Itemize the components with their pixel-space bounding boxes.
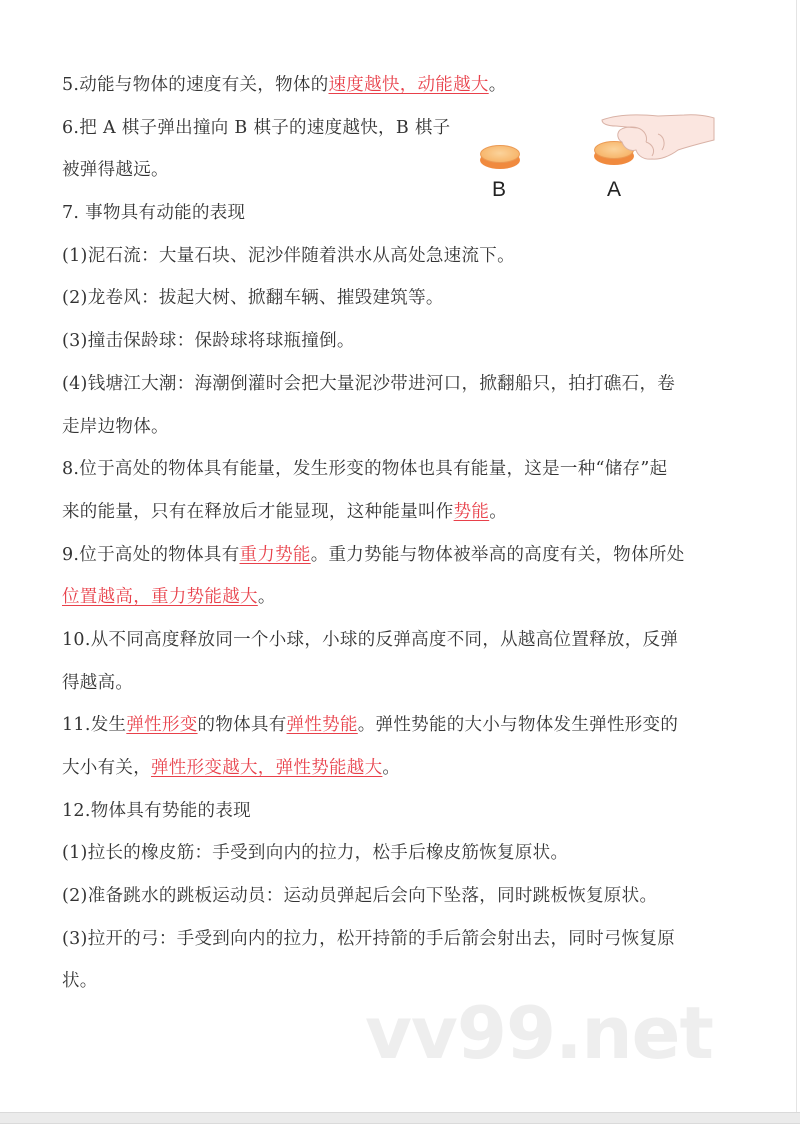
watermark: vv99.net (365, 991, 713, 1075)
text-line (62, 790, 730, 833)
text-segment: 来的能量，只有在释放后才能显现，这种能量叫作 (62, 501, 454, 522)
text-segment: 9.位于高处的物体具有 (62, 544, 240, 565)
text-segment: 。 (382, 758, 401, 778)
text-segment: 10.从不同高度释放同一个小球，小球的反弹高度不同，从越高位置释放，反弹 (62, 629, 679, 650)
text-segment: (4)钱塘江大潮：海潮倒灌时会把大量泥沙带进河口，掀翻船只，拍打礁石，卷 (62, 373, 676, 394)
text-segment: (1)泥石流：大量石块、泥沙伴随着洪水从高处急速流下。 (62, 245, 515, 266)
text-segment: 。 (257, 587, 276, 608)
text-segment: 。 (489, 501, 508, 522)
text-line (62, 320, 730, 363)
text-segment: (3)拉开的弓：手受到向内的拉力，松开持箭的手后箭会射出去，同时弓恢复原 (62, 928, 676, 949)
text-segment: 。 (488, 75, 507, 95)
text-segment: 大小有关， (62, 758, 151, 778)
text-line (62, 747, 730, 790)
text-segment: 5.动能与物体的速度有关，物体的 (62, 75, 329, 95)
text-segment: 被弹得越远。 (62, 160, 169, 181)
text-line (62, 619, 730, 662)
text-segment: 走岸边物体。 (62, 416, 169, 437)
text-segment: 得越高。 (62, 672, 134, 693)
text-line (62, 448, 730, 491)
text-line (62, 363, 730, 406)
highlighted-key-phrase: 位置越高，重力势能越大 (62, 587, 258, 608)
text-line (62, 491, 730, 534)
text-line (62, 235, 730, 278)
page-separator (0, 1112, 800, 1124)
highlighted-key-phrase: 重力势能 (239, 544, 311, 565)
text-line (62, 918, 730, 961)
text-segment: 11.发生 (62, 715, 127, 736)
text-line (62, 576, 730, 619)
highlighted-key-phrase: 势能 (453, 501, 490, 522)
text-line (62, 277, 730, 320)
text-segment: 7. 事物具有动能的表现 (62, 203, 246, 224)
highlighted-key-phrase: 弹性势能 (286, 715, 358, 736)
text-segment: (2)龙卷风：拔起大树、掀翻车辆、摧毁建筑等。 (62, 288, 444, 309)
chess-piece-figure (470, 105, 720, 205)
text-line (62, 534, 730, 577)
text-line (62, 704, 730, 747)
text-line (62, 875, 730, 918)
highlighted-key-phrase: 速度越快，动能越大 (328, 75, 489, 95)
text-segment: 6.把 A 棋子弹出撞向 B 棋子的速度越快，B 棋子 (62, 117, 451, 138)
label-b: B (492, 178, 507, 201)
text-line (62, 64, 730, 107)
text-segment: 。弹性势能的大小与物体发生弹性形变的 (357, 715, 679, 736)
text-segment: (1)拉长的橡皮筋：手受到向内的拉力，松手后橡皮筋恢复原状。 (62, 843, 569, 864)
label-a: A (607, 178, 622, 201)
text-segment: 12.物体具有势能的表现 (62, 800, 251, 821)
text-segment: 的物体具有 (197, 715, 287, 736)
text-segment: (3)撞击保龄球：保龄球将球瓶撞倒。 (62, 331, 355, 352)
text-line (62, 406, 730, 449)
highlighted-key-phrase: 弹性形变 (126, 715, 198, 736)
text-line (62, 149, 472, 192)
text-segment: 状。 (62, 971, 98, 992)
text-segment: 。重力势能与物体被举高的高度有关，物体所处 (310, 544, 685, 565)
chess-piece-b-icon (480, 145, 520, 169)
text-line (62, 107, 472, 150)
text-line (62, 662, 730, 705)
highlighted-key-phrase: 弹性形变越大，弹性势能越大 (151, 758, 383, 778)
text-segment: 8.位于高处的物体具有能量，发生形变的物体也具有能量，这是一种“储存”起 (62, 459, 668, 480)
text-line (62, 832, 730, 875)
text-segment: (2)准备跳水的跳板运动员：运动员弹起后会向下坠落，同时跳板恢复原状。 (62, 886, 658, 907)
hand-flicking-icon (598, 110, 716, 165)
